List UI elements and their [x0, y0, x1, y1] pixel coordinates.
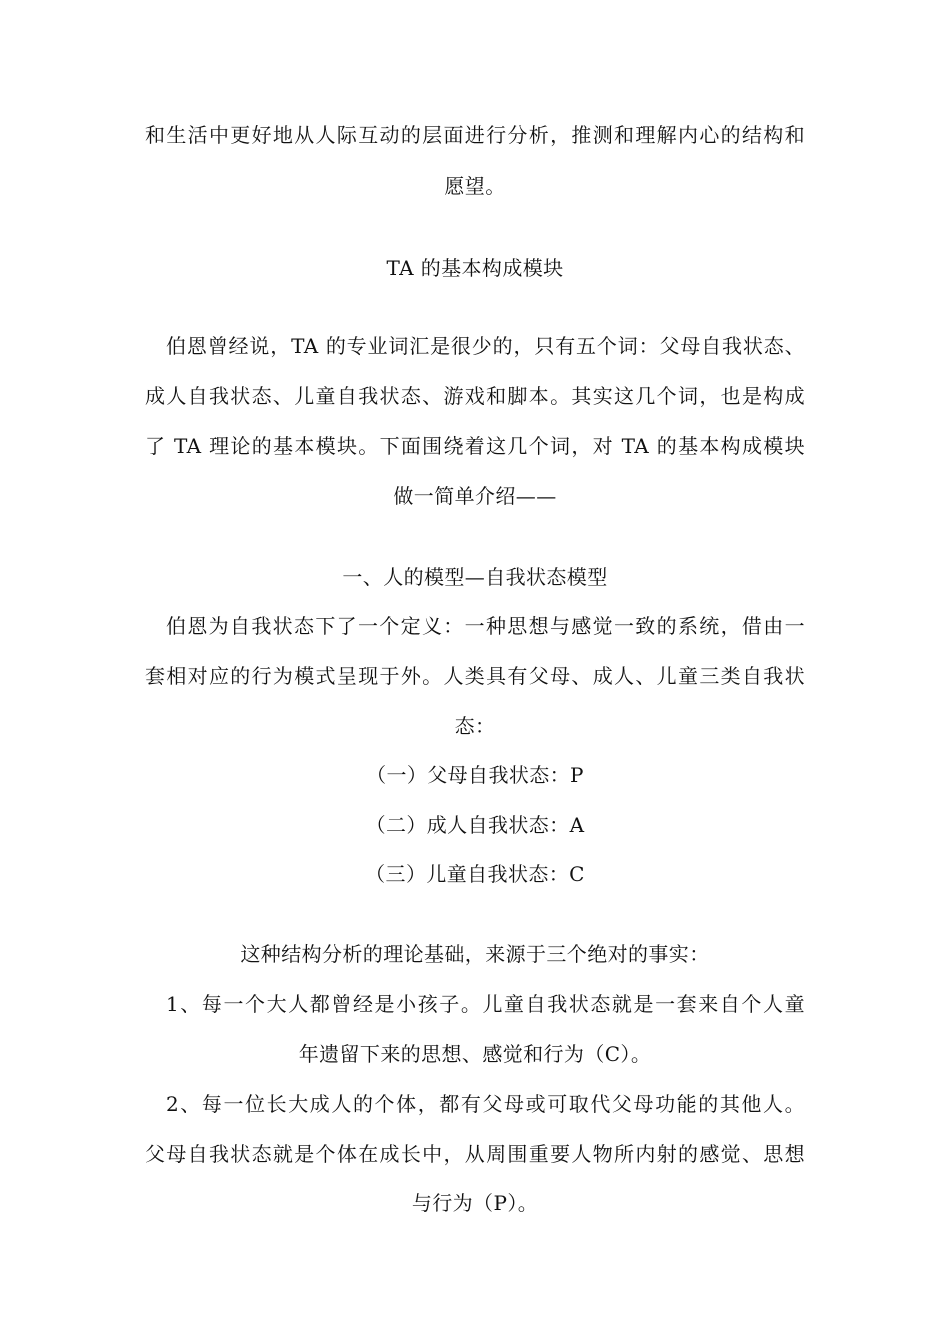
section-heading: TA 的基本构成模块 — [386, 256, 564, 280]
para1-line-3: 了 TA 理论的基本模块。下面围绕着这几个词，对 TA 的基本构成模块 — [145, 434, 805, 458]
subheading: 一、人的模型—自我状态模型 — [342, 565, 608, 589]
para2-line-1: 伯恩为自我状态下了一个定义：一种思想与感觉一致的系统，借由一 — [166, 614, 805, 638]
para2-line-3: 态： — [454, 714, 496, 738]
state-item-parent: （一）父母自我状态：P — [366, 763, 584, 787]
intro-line-1: 和生活中更好地从人际互动的层面进行分析，推测和理解内心的结构和 — [145, 123, 805, 147]
fact1-line-2: 年遗留下来的思想、感觉和行为（C）。 — [298, 1042, 652, 1066]
fact2-line-2: 父母自我状态就是个体在成长中，从周围重要人物所内射的感觉、思想 — [145, 1142, 805, 1166]
para1-line-4: 做一简单介绍—— — [393, 484, 557, 508]
fact2-line-1: 2、每一位长大成人的个体，都有父母或可取代父母功能的其他人。 — [166, 1092, 805, 1116]
fact1-line-1: 1、每一个大人都曾经是小孩子。儿童自我状态就是一套来自个人童 — [166, 992, 805, 1016]
para3: 这种结构分析的理论基础，来源于三个绝对的事实： — [240, 942, 710, 966]
para1-line-1: 伯恩曾经说，TA 的专业词汇是很少的，只有五个词：父母自我状态、 — [166, 334, 805, 358]
intro-line-2: 愿望。 — [444, 174, 506, 198]
fact2-line-3: 与行为（P）。 — [411, 1191, 539, 1215]
state-item-adult: （二）成人自我状态：A — [365, 813, 585, 837]
para1-line-2: 成人自我状态、儿童自我状态、游戏和脚本。其实这几个词，也是构成 — [145, 384, 805, 408]
para2-line-2: 套相对应的行为模式呈现于外。人类具有父母、成人、儿童三类自我状 — [145, 664, 805, 688]
state-item-child: （三）儿童自我状态：C — [365, 862, 585, 886]
